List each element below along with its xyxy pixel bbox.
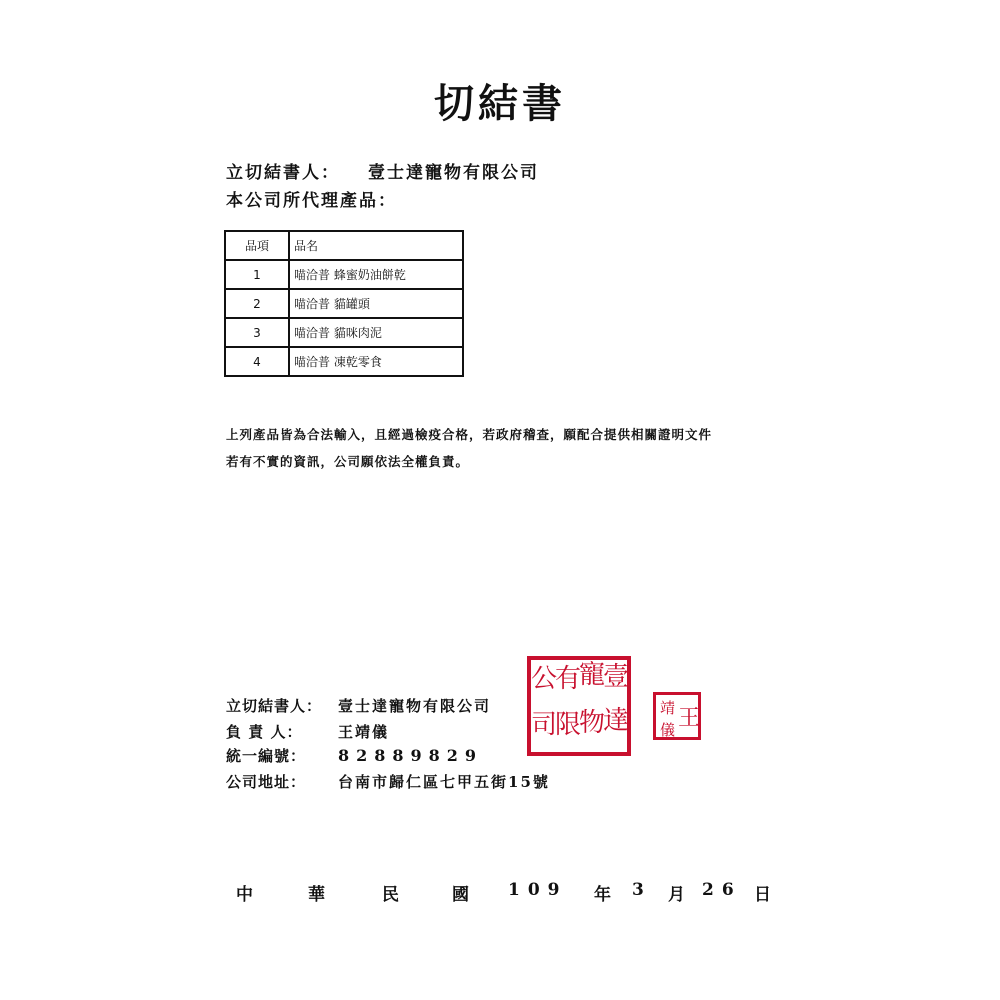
signature-person	[226, 721, 389, 742]
signature-person-value: 王靖儀	[338, 723, 390, 741]
signature-declarant-label: 立切結書人：	[226, 697, 323, 715]
column-header-name: 品名	[289, 231, 463, 260]
signature-declarant-value: 壹士達寵物有限公司	[338, 697, 492, 715]
declarant-label: 立切結書人：	[226, 163, 340, 183]
signature-address	[226, 771, 550, 792]
date-era-4: 國	[452, 885, 469, 905]
date-day: 26	[702, 880, 742, 900]
column-header-item: 品項	[225, 231, 289, 260]
declarant-company: 壹士達寵物有限公司	[368, 163, 539, 183]
row-number: 4	[225, 347, 289, 376]
date-year: 109	[508, 880, 568, 900]
table-row	[225, 318, 463, 347]
signature-declarant	[226, 695, 491, 716]
signature-tax-id-value: 82889829	[338, 746, 484, 765]
date-month-unit: 月	[668, 885, 685, 905]
signature-tax-id	[226, 745, 483, 766]
row-number: 2	[225, 289, 289, 318]
signature-address-label: 公司地址：	[226, 773, 307, 791]
signature-person-label: 負 責 人：	[226, 723, 303, 741]
document-title: 切結書	[434, 80, 566, 127]
products-table	[224, 230, 464, 377]
date-era-3: 民	[382, 885, 399, 905]
table-header-row	[225, 231, 463, 260]
date-year-unit: 年	[594, 885, 611, 905]
personal-seal: 王 靖 儀	[653, 692, 701, 740]
row-number: 1	[225, 260, 289, 289]
table-row	[225, 289, 463, 318]
table-row	[225, 347, 463, 376]
date-day-unit: 日	[754, 885, 771, 905]
statement-line-1: 上列產品皆為合法輸入，且經過檢疫合格，若政府稽查，願配合提供相關證明文件	[226, 427, 713, 442]
row-number: 3	[225, 318, 289, 347]
product-name: 喵洽普 凍乾零食	[289, 347, 463, 376]
product-name: 喵洽普 貓罐頭	[289, 289, 463, 318]
products-intro: 本公司所代理產品：	[226, 191, 397, 211]
date-month: 3	[632, 880, 644, 900]
product-name: 喵洽普 貓咪肉泥	[289, 318, 463, 347]
signature-address-value: 台南市歸仁區七甲五街15號	[338, 773, 550, 791]
statement-line-2: 若有不實的資訊，公司願依法全權負責。	[226, 454, 470, 469]
signature-tax-id-label: 統一編號：	[226, 747, 307, 765]
date-era-1: 中	[236, 885, 253, 905]
table-row	[225, 260, 463, 289]
product-name: 喵洽普 蜂蜜奶油餅乾	[289, 260, 463, 289]
company-seal: 壹 達 寵 物 有 限 公 司	[527, 656, 631, 756]
date-era-2: 華	[308, 885, 325, 905]
declarant-header	[226, 158, 539, 183]
